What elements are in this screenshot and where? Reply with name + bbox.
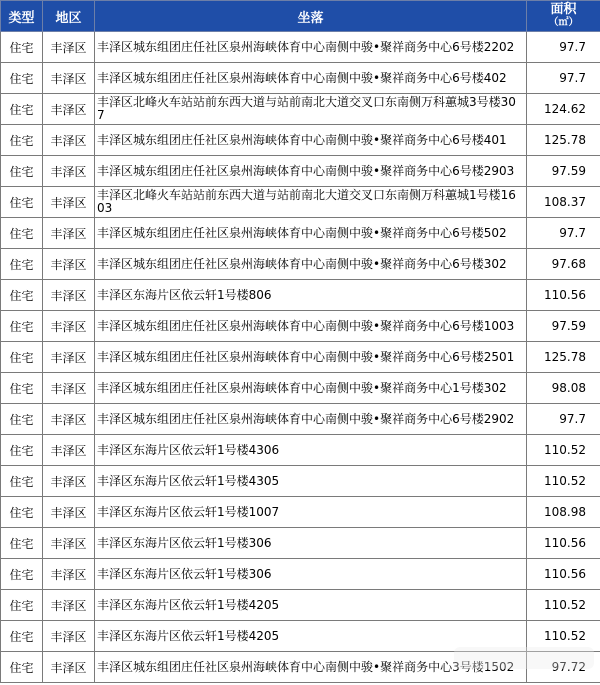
cell-size: 110.52: [527, 590, 600, 621]
cell-size: 97.72: [527, 652, 600, 683]
cell-type: 住宅: [1, 466, 43, 497]
cell-size: 110.52: [527, 435, 600, 466]
cell-area: 丰泽区: [43, 156, 95, 187]
table-row: [1, 497, 600, 528]
cell-type: 住宅: [1, 435, 43, 466]
table-row: [1, 280, 600, 311]
cell-type: 住宅: [1, 187, 43, 218]
cell-size: 110.52: [527, 621, 600, 652]
cell-type: 住宅: [1, 280, 43, 311]
table-row: [1, 63, 600, 94]
table-row: [1, 311, 600, 342]
cell-type: 住宅: [1, 621, 43, 652]
cell-address: 丰泽区东海片区依云轩1号楼4305: [95, 466, 527, 497]
cell-size: 98.08: [527, 373, 600, 404]
cell-area: 丰泽区: [43, 125, 95, 156]
table-row: [1, 249, 600, 280]
table-row: [1, 590, 600, 621]
cell-area: 丰泽区: [43, 621, 95, 652]
cell-area: 丰泽区: [43, 373, 95, 404]
table-row: [1, 156, 600, 187]
cell-address: 丰泽区东海片区依云轩1号楼306: [95, 559, 527, 590]
cell-area: 丰泽区: [43, 218, 95, 249]
cell-area: 丰泽区: [43, 497, 95, 528]
cell-type: 住宅: [1, 497, 43, 528]
table-row: [1, 94, 600, 125]
table-row: [1, 32, 600, 63]
cell-area: 丰泽区: [43, 32, 95, 63]
cell-area: 丰泽区: [43, 63, 95, 94]
cell-size: 110.56: [527, 528, 600, 559]
header-address: 坐落: [95, 1, 527, 32]
cell-address: 丰泽区城东组团庄任社区泉州海峡体育中心南侧中骏•聚祥商务中心6号楼302: [95, 249, 527, 280]
cell-size: 97.7: [527, 218, 600, 249]
cell-area: 丰泽区: [43, 435, 95, 466]
cell-area: 丰泽区: [43, 311, 95, 342]
header-size-label: 面积: [550, 2, 577, 17]
cell-address: 丰泽区城东组团庄任社区泉州海峡体育中心南侧中骏•聚祥商务中心6号楼2202: [95, 32, 527, 63]
cell-area: 丰泽区: [43, 342, 95, 373]
cell-type: 住宅: [1, 249, 43, 280]
cell-type: 住宅: [1, 218, 43, 249]
cell-type: 住宅: [1, 404, 43, 435]
cell-size: 110.56: [527, 559, 600, 590]
table-row: [1, 528, 600, 559]
cell-address: 丰泽区城东组团庄任社区泉州海峡体育中心南侧中骏•聚祥商务中心6号楼2903: [95, 156, 527, 187]
cell-address: 丰泽区城东组团庄任社区泉州海峡体育中心南侧中骏•聚祥商务中心6号楼502: [95, 218, 527, 249]
cell-type: 住宅: [1, 342, 43, 373]
table-row: [1, 435, 600, 466]
cell-address: 丰泽区东海片区依云轩1号楼806: [95, 280, 527, 311]
cell-type: 住宅: [1, 63, 43, 94]
header-area: 地区: [43, 1, 95, 32]
table-row: [1, 342, 600, 373]
cell-address: 丰泽区城东组团庄任社区泉州海峡体育中心南侧中骏•聚祥商务中心6号楼402: [95, 63, 527, 94]
cell-address: 丰泽区东海片区依云轩1号楼306: [95, 528, 527, 559]
cell-area: 丰泽区: [43, 187, 95, 218]
cell-address: 丰泽区城东组团庄任社区泉州海峡体育中心南侧中骏•聚祥商务中心6号楼2902: [95, 404, 527, 435]
cell-type: 住宅: [1, 311, 43, 342]
cell-size: 97.59: [527, 311, 600, 342]
cell-size: 110.52: [527, 466, 600, 497]
cell-area: 丰泽区: [43, 249, 95, 280]
cell-size: 110.56: [527, 280, 600, 311]
table-row: [1, 218, 600, 249]
table-row: [1, 652, 600, 683]
cell-size: 125.78: [527, 125, 600, 156]
cell-size: 124.62: [527, 94, 600, 125]
cell-type: 住宅: [1, 652, 43, 683]
cell-type: 住宅: [1, 94, 43, 125]
cell-area: 丰泽区: [43, 590, 95, 621]
cell-address: 丰泽区城东组团庄任社区泉州海峡体育中心南侧中骏•聚祥商务中心6号楼2501: [95, 342, 527, 373]
cell-size: 97.7: [527, 32, 600, 63]
cell-type: 住宅: [1, 559, 43, 590]
cell-type: 住宅: [1, 125, 43, 156]
cell-type: 住宅: [1, 590, 43, 621]
header-size: [527, 1, 600, 32]
cell-size: 108.37: [527, 187, 600, 218]
table-row: [1, 466, 600, 497]
header-type: 类型: [1, 1, 43, 32]
cell-type: 住宅: [1, 373, 43, 404]
cell-area: 丰泽区: [43, 94, 95, 125]
cell-address: 丰泽区东海片区依云轩1号楼4205: [95, 590, 527, 621]
header-size-unit: （㎡）: [548, 17, 579, 28]
header-row: [1, 1, 600, 32]
cell-type: 住宅: [1, 156, 43, 187]
cell-size: 125.78: [527, 342, 600, 373]
table-row: [1, 404, 600, 435]
cell-address: 丰泽区城东组团庄任社区泉州海峡体育中心南侧中骏•聚祥商务中心3号楼1502: [95, 652, 527, 683]
cell-area: 丰泽区: [43, 528, 95, 559]
cell-address: 丰泽区北峰火车站站前东西大道与站前南北大道交叉口东南侧万科蕙城3号楼307: [95, 94, 527, 125]
cell-area: 丰泽区: [43, 559, 95, 590]
table-row: [1, 187, 600, 218]
cell-size: 108.98: [527, 497, 600, 528]
table-row: [1, 125, 600, 156]
table-row: [1, 373, 600, 404]
cell-address: 丰泽区东海片区依云轩1号楼4306: [95, 435, 527, 466]
cell-address: 丰泽区城东组团庄任社区泉州海峡体育中心南侧中骏•聚祥商务中心6号楼1003: [95, 311, 527, 342]
cell-address: 丰泽区东海片区依云轩1号楼4205: [95, 621, 527, 652]
cell-address: 丰泽区城东组团庄任社区泉州海峡体育中心南侧中骏•聚祥商务中心6号楼401: [95, 125, 527, 156]
cell-area: 丰泽区: [43, 652, 95, 683]
cell-address: 丰泽区东海片区依云轩1号楼1007: [95, 497, 527, 528]
cell-size: 97.7: [527, 404, 600, 435]
cell-area: 丰泽区: [43, 404, 95, 435]
cell-size: 97.59: [527, 156, 600, 187]
cell-address: 丰泽区城东组团庄任社区泉州海峡体育中心南侧中骏•聚祥商务中心1号楼302: [95, 373, 527, 404]
cell-area: 丰泽区: [43, 466, 95, 497]
cell-size: 97.7: [527, 63, 600, 94]
cell-address: 丰泽区北峰火车站站前东西大道与站前南北大道交叉口东南侧万科蕙城1号楼1603: [95, 187, 527, 218]
cell-type: 住宅: [1, 528, 43, 559]
table-row: [1, 559, 600, 590]
cell-area: 丰泽区: [43, 280, 95, 311]
table-row: [1, 621, 600, 652]
cell-size: 97.68: [527, 249, 600, 280]
cell-type: 住宅: [1, 32, 43, 63]
